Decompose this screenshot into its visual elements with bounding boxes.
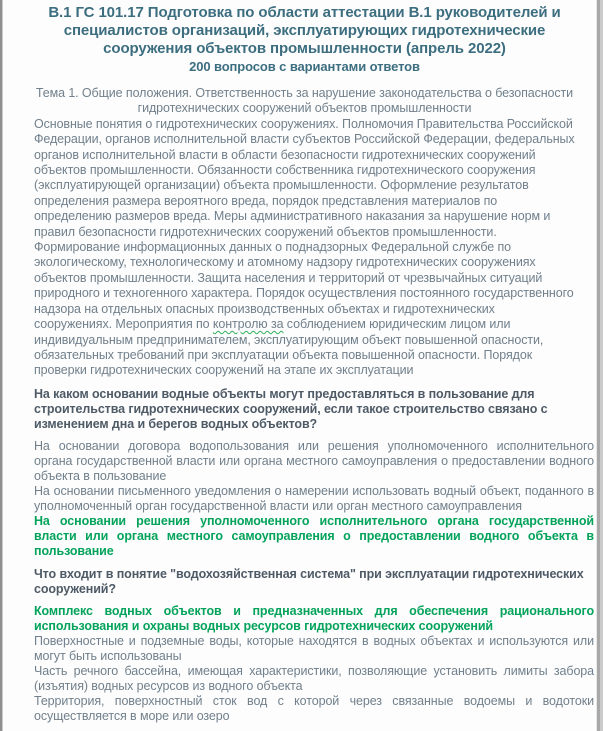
answer-option: Комплекс водных объектов и предназначенных для обеспечения рационального использования и охраны водных ресурсов гидротехнических сооружений [34,603,594,633]
question-text: На каком основании водные объекты могут предоставляться в пользование для строительства гидротехнических сооружений, если такое строительство связано с изменением дна и берегов водных объектов? [34,386,548,431]
answer-option: Поверхностные и подземные воды, которые находятся в водных объектах и используются или могут быть использованы [34,633,594,663]
answer-option: Часть речного бассейна, имеющая характеристики, позволяющие установить лимиты забора (изъятия) водных ресурсов из водного объекта [34,663,594,693]
answer-option: На основании решения уполномоченного исполнительного органа государственной власти или органа местного самоуправления о предоставлении водного объекта в пользование [34,513,594,558]
document-subtitle: 200 вопросов с вариантами ответов [189,59,420,74]
topic-body-part1: Основные понятия о гидротехнических сооружениях. Полномочия Правительства Российской Федерации, органов исполнительной власти субъектов Российской Федерации, федеральных органов исполнительной власти в области безопасности гидротехнических сооружений объектов промышленности. Обязанности собственника гидротехнического сооружения (эксплуатирующей организации) объекта промышленности. Оформление результатов определения размера вероятного вреда, порядок представления материалов по определению размеров вреда. Меры административного наказания за нарушение норм и правил безопасности гидротехнических сооружений объектов промышленности. Формирование информационных данных о поднадзорных Федеральной службе по экологическому, технологическому и атомному надзору гидротехнических сооружениях объектов промышленности. Защита населения и территорий от чрезвычайных ситуаций природного и техногенного характера. Порядок осуществления постоянного государственного надзора на отдельных опасных производственных объектах и гидротехнических сооружениях. Мероприятия по [34,116,575,332]
document-title: В.1 ГС 101.17 Подготовка по области аттестации В.1 руководителей и специалистов организаций, эксплуатирующих гидротехнические сооружения объектов промышленности (апрель 2022) [48,4,561,57]
answer-option: На основании договора водопользования или решения уполномоченного исполнительного органа государственной власти или органа местного самоуправления о предоставлении водного объекта в пользование [34,438,594,483]
topic-body [34,117,575,379]
spellcheck-underlined-text: контролю за [212,317,284,332]
page-left-border [0,0,3,731]
questions-section [0,387,603,724]
page-right-border [596,0,603,731]
answer-option: На основании письменного уведомления о намерении использовать водный объект, поданного в уполномоченный орган государственной власти или орган местного самоуправления [34,483,594,513]
topic-heading: Тема 1. Общие положения. Ответственность за нарушение законодательства о безопасности гидротехнических сооружений объектов промышленности [35,86,574,116]
topic-body-part2: соблюдением юридическим лицом или индивидуальным предпринимателем, эксплуатирующим объект повышенной опасности, обязательных требований при эксплуатации объекта повышенной опасности. Порядок проверки гидротехнических сооружений на этапе их эксплуатации [34,317,544,378]
question-text: Что входит в понятие "водохозяйственная система" при эксплуатации гидротехнических сооружений? [34,566,584,596]
answer-option: Территория, поверхностный сток вод с которой через связанные водоемы и водотоки осуществляется в море или озеро [34,693,594,723]
